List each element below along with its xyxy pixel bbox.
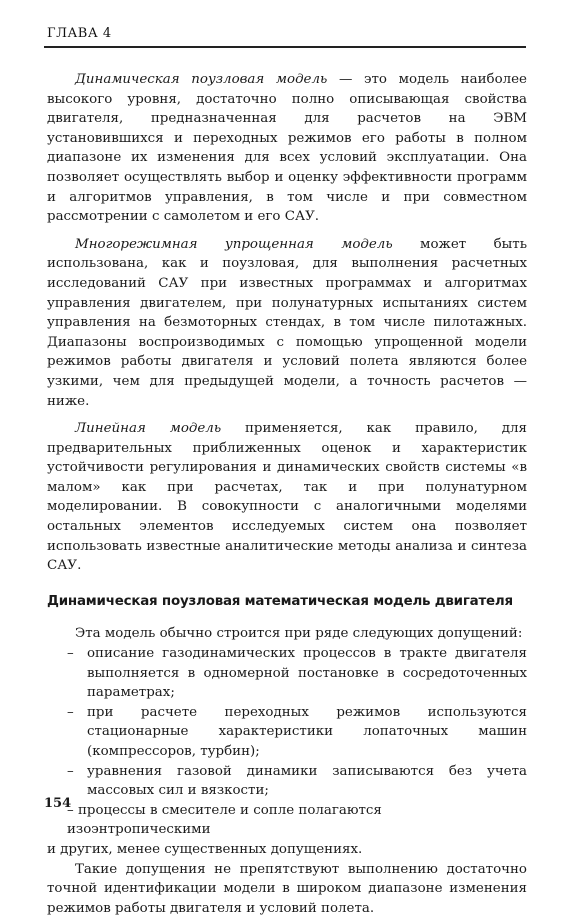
list-item-text: уравнения газовой динамики записываются без учета массовых сил и вязкости;	[87, 763, 527, 799]
term-dynamic-model: Динамическая поузловая модель	[75, 72, 328, 87]
last-list-item: – процессы в смесителе и сопле полагаются изоэнтропическими	[67, 802, 382, 838]
list-dash: –	[67, 704, 74, 720]
term-multimode-model: Многорежимная упрощенная модель	[75, 236, 393, 252]
list-item-text: при расчете переходных режимов используются стационарные характеристики лопаточных машин (компрессоров, турбин);	[87, 704, 527, 759]
page-body	[47, 70, 527, 918]
list-item	[47, 703, 527, 762]
section-intro: Эта модель обычно строится при ряде следующих допущений:	[75, 626, 523, 642]
paragraph-conclusion: Такие допущения не препятствуют выполнению достаточно точной идентификации модели в широком диапазоне изменения режимов работы двигателя и условий полета.	[47, 861, 527, 916]
paragraph-text: — это модель наиболее высокого уровня, достаточно полно описывающая свойства двигателя, предназначенная для расчетов на ЭВМ установившихся и переходных режимов его работы в полном диапазоне их изменения для всех условий эксплуатации. Она позволяет осуществлять выбор и оценку эффективности программ и алгоритмов управления, в том числе и при совместном рассмотрении с самолетом и его САУ.	[47, 72, 527, 225]
section-title: Динамическая поузловая математическая модель двигателя	[47, 593, 513, 609]
assumptions-list	[47, 644, 527, 801]
paragraph-text: может быть использована, как и поузловая, для выполнения расчетных исследований САУ при известных программах и алгоритмах управления двигателем, при полунатурных испытаниях систем управления на безмоторных стендах, в том числе пилотажных. Диапазоны воспроизводимых с помощью упрощенной модели режимов работы двигателя и условий полета являются более узкими, чем для предыдущей модели, а точность расчетов — ниже.	[47, 236, 527, 409]
running-header: ГЛАВА 4	[47, 26, 112, 41]
list-item	[47, 644, 527, 703]
list-dash: –	[67, 646, 74, 662]
last-list-item-continuation: и других, менее существенных допущениях.	[47, 841, 363, 857]
header-rule	[44, 46, 526, 48]
paragraph-dynamic-model	[47, 70, 527, 227]
paragraph-multimode-model	[47, 235, 527, 411]
list-item	[47, 762, 527, 801]
term-linear-model: Линейная модель	[75, 421, 222, 437]
list-dash: –	[67, 763, 74, 779]
paragraph-linear-model	[47, 419, 527, 576]
page-number: 154	[44, 796, 72, 811]
list-item-text: описание газодинамических процессов в тракте двигателя выполняется в одномерной постановке в сосредоточенных параметрах;	[87, 646, 527, 701]
paragraph-text: применяется, как правило, для предварительных приближенных оценок и характеристик устойчивости регулирования и динамических свойств системы «в малом» как при расчетах, так и при полунатурном моделировании. В совокупности с аналогичными моделями остальных элементов исследуемых систем она позволяет использовать известные аналитические методы анализа и синтеза САУ.	[47, 421, 527, 574]
